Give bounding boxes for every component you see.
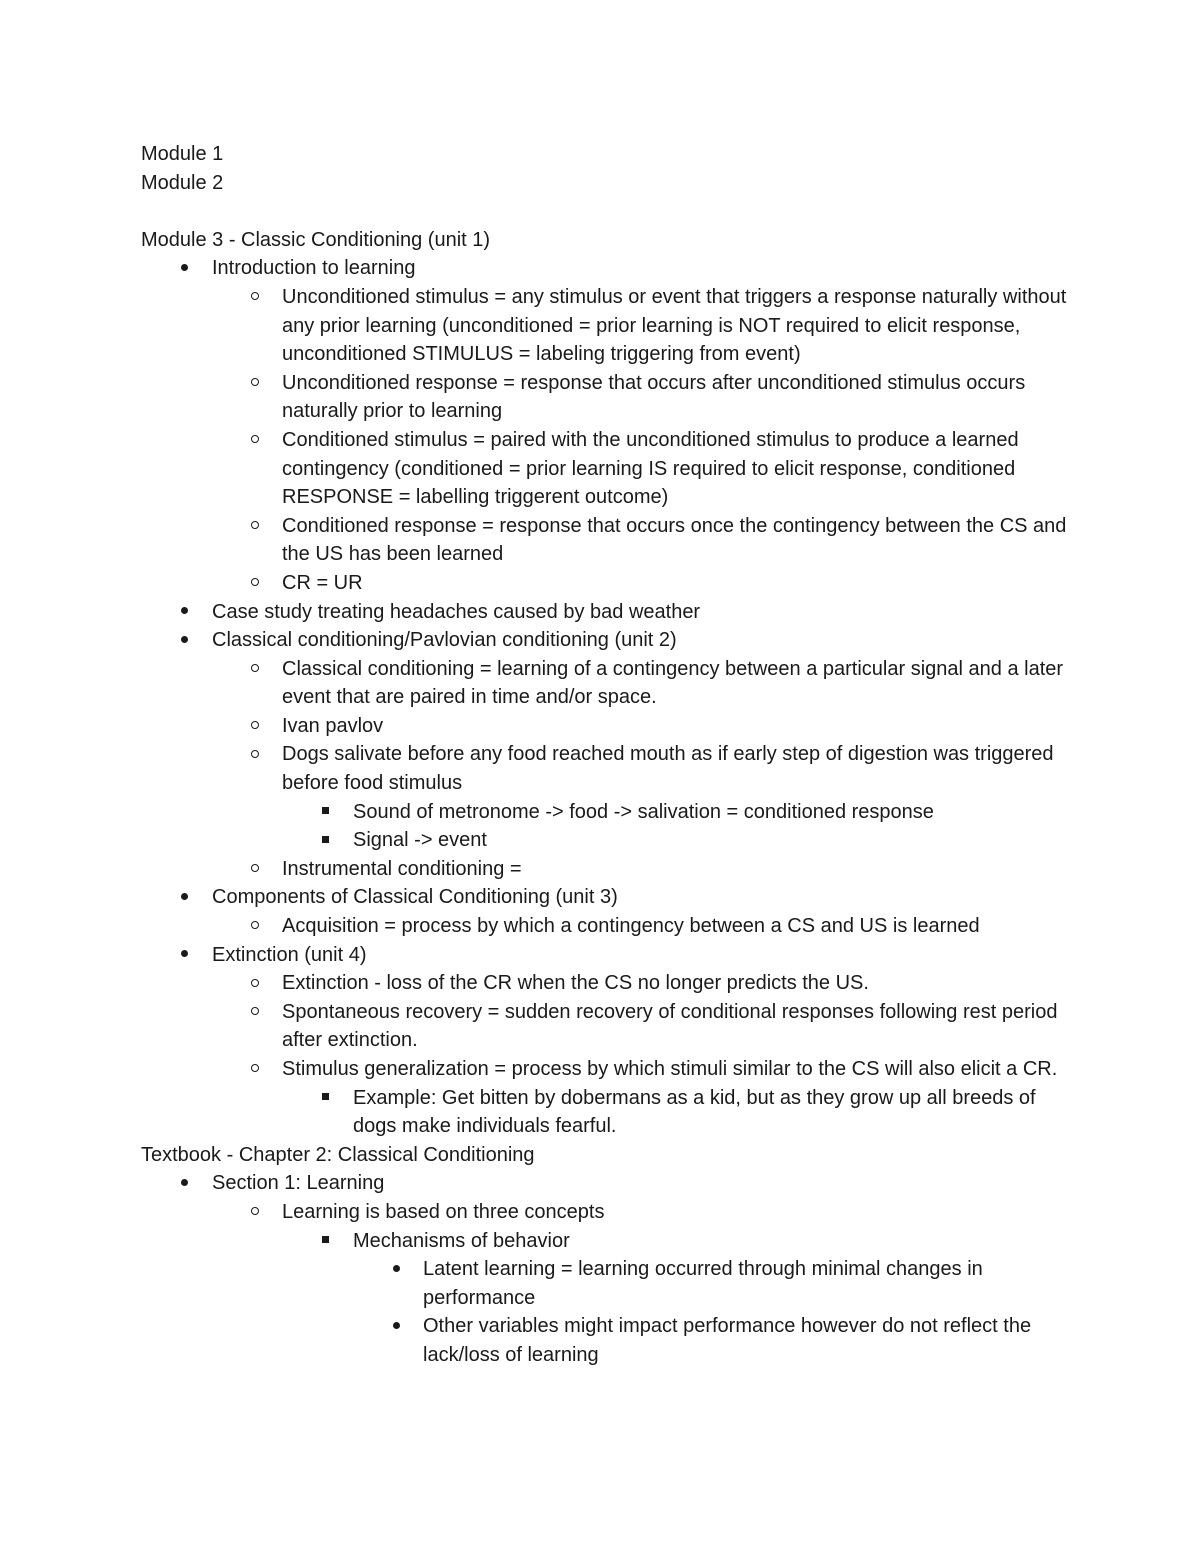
list-item xyxy=(141,1169,1071,1198)
list-item-text: Section 1: Learning xyxy=(212,1172,385,1195)
list-item-text: Acquisition = process by which a contingency between a CS and US is learned xyxy=(282,915,980,938)
filled-bullet-icon xyxy=(386,1312,406,1341)
list-item xyxy=(141,969,1071,998)
list-item xyxy=(141,826,1071,855)
list-item-text: Components of Classical Conditioning (unit 3) xyxy=(212,886,618,909)
list-item-text: Spontaneous recovery = sudden recovery of conditional responses following rest period after extinction. xyxy=(282,1000,1058,1052)
hollow-bullet-icon xyxy=(245,912,265,941)
list-item-text: Unconditioned stimulus = any stimulus or event that triggers a response naturally without any prior learning (unconditioned = prior learning is NOT required to elicit response, unconditioned STIMULUS = labeling triggering from event) xyxy=(282,285,1067,366)
list-item xyxy=(141,626,1071,655)
list-item-text: Introduction to learning xyxy=(212,257,416,280)
list-item-text: Ivan pavlov xyxy=(282,714,384,737)
list-item-text: Latent learning = learning occurred through minimal changes in performance xyxy=(423,1258,983,1309)
filled-bullet-icon xyxy=(174,941,194,970)
list-item xyxy=(141,941,1071,970)
hollow-bullet-icon xyxy=(245,512,265,541)
list-item-text: Case study treating headaches caused by bad weather xyxy=(212,600,701,623)
list-item xyxy=(141,283,1071,369)
list-item-text: Dogs salivate before any food reached mouth as if early step of digestion was triggered before food stimulus xyxy=(282,743,1054,795)
filled-bullet-icon xyxy=(386,1255,406,1284)
list-item xyxy=(141,512,1071,569)
heading-module-3: Module 3 - Classic Conditioning (unit 1) xyxy=(141,228,491,251)
list-item xyxy=(141,655,1071,712)
heading-textbook: Textbook - Chapter 2: Classical Conditioning xyxy=(141,1143,535,1166)
list-item-text: Extinction - loss of the CR when the CS no longer predicts the US. xyxy=(282,972,869,995)
list-item-text: Signal -> event xyxy=(353,829,487,852)
list-item-text: Classical conditioning = learning of a contingency between a particular signal and a later event that are paired in time and/or space. xyxy=(282,657,1064,709)
list-item xyxy=(141,998,1071,1055)
list-item xyxy=(141,1312,1071,1369)
list-item-text: Learning is based on three concepts xyxy=(282,1200,605,1223)
hollow-bullet-icon xyxy=(245,1055,265,1084)
square-bullet-icon xyxy=(315,1227,335,1256)
list-item-text: Extinction (unit 4) xyxy=(212,943,367,966)
square-bullet-icon xyxy=(315,1084,335,1113)
list-item xyxy=(141,912,1071,941)
list-item-text: Conditioned response = response that occurs once the contingency between the CS and the US has been learned xyxy=(282,514,1067,566)
hollow-bullet-icon xyxy=(245,712,265,741)
filled-bullet-icon xyxy=(174,598,194,627)
list-item-text: Example: Get bitten by dobermans as a kid, but as they grow up all breeds of dogs make individuals fearful. xyxy=(353,1086,1036,1138)
heading-module-1: Module 1 xyxy=(141,143,224,165)
list-item xyxy=(141,1198,1071,1227)
list-item xyxy=(141,1227,1071,1256)
hollow-bullet-icon xyxy=(245,1198,265,1227)
hollow-bullet-icon xyxy=(245,740,265,769)
list-item xyxy=(141,569,1071,598)
list-item xyxy=(141,798,1071,827)
list-item-text: Stimulus generalization = process by which stimuli similar to the CS will also elicit a CR. xyxy=(282,1058,1058,1080)
heading-module-2: Module 2 xyxy=(141,171,224,194)
list-item xyxy=(141,369,1071,426)
list-item xyxy=(141,712,1071,741)
list-item xyxy=(141,598,1071,627)
list-item xyxy=(141,855,1071,884)
list-item xyxy=(141,1084,1071,1141)
hollow-bullet-icon xyxy=(245,969,265,998)
list-item xyxy=(141,254,1071,283)
list-item xyxy=(141,1055,1071,1084)
list-item xyxy=(141,740,1071,797)
hollow-bullet-icon xyxy=(245,369,265,398)
list-item-text: Other variables might impact performance however do not reflect the lack/loss of learning xyxy=(423,1315,1032,1366)
filled-bullet-icon xyxy=(174,1169,194,1198)
list-item-text: Sound of metronome -> food -> salivation = conditioned response xyxy=(353,800,934,823)
list-item-text: CR = UR xyxy=(282,571,363,594)
list-item-text: Conditioned stimulus = paired with the unconditioned stimulus to produce a learned contingency (conditioned = prior learning IS required to elicit response, conditioned RESPONSE = labelling triggerent outcome) xyxy=(282,428,1019,509)
list-item xyxy=(141,883,1071,912)
hollow-bullet-icon xyxy=(245,569,265,598)
filled-bullet-icon xyxy=(174,254,194,283)
filled-bullet-icon xyxy=(174,883,194,912)
blank-line xyxy=(141,197,1071,226)
hollow-bullet-icon xyxy=(245,855,265,884)
list-item-text: Classical conditioning/Pavlovian conditioning (unit 2) xyxy=(212,629,677,652)
hollow-bullet-icon xyxy=(245,998,265,1027)
hollow-bullet-icon xyxy=(245,283,265,312)
list-item xyxy=(141,1255,1071,1312)
square-bullet-icon xyxy=(315,826,335,855)
list-item-text: Mechanisms of behavior xyxy=(353,1229,570,1252)
document-page xyxy=(141,140,1071,1370)
square-bullet-icon xyxy=(315,798,335,827)
list-item xyxy=(141,426,1071,512)
hollow-bullet-icon xyxy=(245,426,265,455)
hollow-bullet-icon xyxy=(245,655,265,684)
filled-bullet-icon xyxy=(174,626,194,655)
list-item-text: Instrumental conditioning = xyxy=(282,857,522,880)
list-item-text: Unconditioned response = response that occurs after unconditioned stimulus occurs naturally prior to learning xyxy=(282,371,1026,423)
